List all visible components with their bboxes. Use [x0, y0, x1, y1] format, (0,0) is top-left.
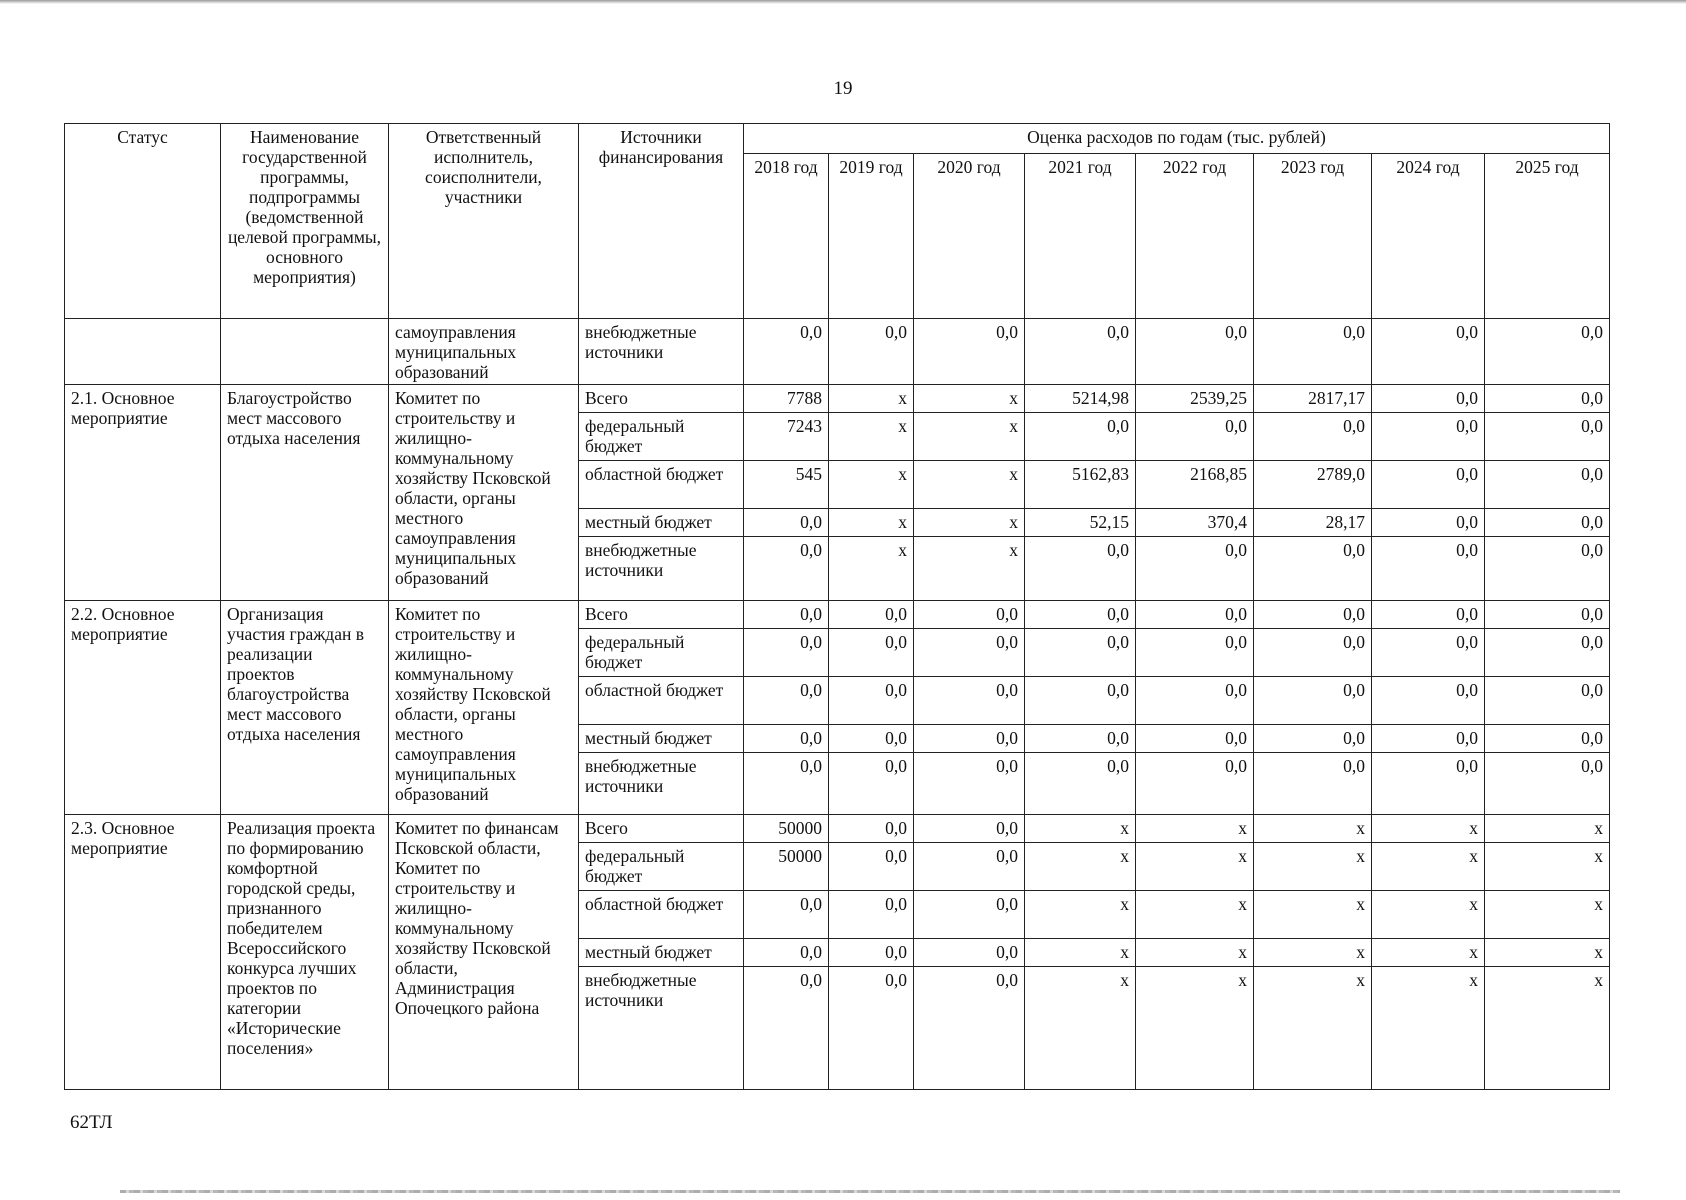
value-cell: x: [1025, 939, 1136, 967]
value-cell: x: [829, 537, 914, 601]
value-cell: 0,0: [1025, 629, 1136, 677]
source-cell: местный бюджет: [579, 509, 744, 537]
financing-table: [64, 123, 1610, 1090]
value-cell: x: [1254, 815, 1372, 843]
value-cell: 0,0: [914, 677, 1025, 725]
header-name: Наименование государственной программы, подпрограммы (ведомственной целевой программы, основного мероприятия): [221, 124, 389, 319]
value-cell: x: [1136, 939, 1254, 967]
value-cell: 545: [744, 461, 829, 509]
value-cell: x: [1025, 967, 1136, 1090]
value-cell: x: [1372, 891, 1485, 939]
source-cell: внебюджетные источники: [579, 537, 744, 601]
header-status: Статус: [65, 124, 221, 319]
value-cell: 0,0: [744, 891, 829, 939]
value-cell: 0,0: [744, 677, 829, 725]
value-cell: x: [829, 385, 914, 413]
executor-cell: Комитет по строительству и жилищно-коммунальному хозяйству Псковской области, органы местного самоуправления муниципальных образований: [389, 385, 579, 601]
value-cell: 0,0: [1136, 319, 1254, 385]
status-cell: 2.3. Основное мероприятие: [65, 815, 221, 1090]
value-cell: 0,0: [744, 319, 829, 385]
value-cell: 2168,85: [1136, 461, 1254, 509]
value-cell: 0,0: [829, 629, 914, 677]
value-cell: 0,0: [1372, 319, 1485, 385]
value-cell: 0,0: [1485, 753, 1610, 815]
value-cell: 0,0: [1372, 537, 1485, 601]
value-cell: 0,0: [1254, 319, 1372, 385]
value-cell: 0,0: [1372, 753, 1485, 815]
value-cell: x: [1136, 891, 1254, 939]
value-cell: x: [1372, 967, 1485, 1090]
value-cell: 0,0: [1136, 601, 1254, 629]
name-cell: Реализация проекта по формированию комфортной городской среды, признанного победителем Всероссийского конкурса лучших проектов по категории «Исторические поселения»: [221, 815, 389, 1090]
source-cell: областной бюджет: [579, 461, 744, 509]
value-cell: 0,0: [1254, 537, 1372, 601]
value-cell: 0,0: [1372, 461, 1485, 509]
value-cell: 2789,0: [1254, 461, 1372, 509]
value-cell: x: [1254, 891, 1372, 939]
value-cell: x: [1025, 891, 1136, 939]
value-cell: 0,0: [1485, 601, 1610, 629]
source-cell: федеральный бюджет: [579, 629, 744, 677]
value-cell: 0,0: [1254, 753, 1372, 815]
value-cell: 0,0: [1372, 385, 1485, 413]
header-year: 2020 год: [914, 154, 1025, 319]
value-cell: 370,4: [1136, 509, 1254, 537]
value-cell: 0,0: [1254, 629, 1372, 677]
table-row: [65, 815, 1610, 843]
value-cell: 0,0: [1372, 413, 1485, 461]
value-cell: 0,0: [1372, 601, 1485, 629]
source-cell: областной бюджет: [579, 891, 744, 939]
value-cell: 50000: [744, 843, 829, 891]
status-cell: 2.1. Основное мероприятие: [65, 385, 221, 601]
source-cell: внебюджетные источники: [579, 967, 744, 1090]
value-cell: x: [914, 461, 1025, 509]
value-cell: x: [829, 413, 914, 461]
value-cell: x: [1485, 815, 1610, 843]
value-cell: 0,0: [1485, 509, 1610, 537]
value-cell: 0,0: [1025, 677, 1136, 725]
value-cell: 0,0: [1485, 629, 1610, 677]
source-cell: федеральный бюджет: [579, 413, 744, 461]
value-cell: 0,0: [829, 753, 914, 815]
footer-code: 62ТЛ: [70, 1112, 113, 1133]
value-cell: 0,0: [829, 939, 914, 967]
source-cell: областной бюджет: [579, 677, 744, 725]
value-cell: 0,0: [1485, 461, 1610, 509]
value-cell: 0,0: [914, 891, 1025, 939]
value-cell: 50000: [744, 815, 829, 843]
status-cell: [65, 319, 221, 385]
value-cell: 0,0: [1025, 753, 1136, 815]
header-year: 2021 год: [1025, 154, 1136, 319]
value-cell: 2539,25: [1136, 385, 1254, 413]
value-cell: x: [829, 461, 914, 509]
value-cell: 0,0: [1485, 677, 1610, 725]
value-cell: x: [1136, 815, 1254, 843]
value-cell: 5162,83: [1025, 461, 1136, 509]
value-cell: 0,0: [1372, 509, 1485, 537]
status-cell: 2.2. Основное мероприятие: [65, 601, 221, 815]
value-cell: 0,0: [744, 725, 829, 753]
header-costs: Оценка расходов по годам (тыс. рублей): [744, 124, 1610, 154]
value-cell: x: [1025, 843, 1136, 891]
value-cell: 0,0: [1254, 601, 1372, 629]
value-cell: 0,0: [1136, 677, 1254, 725]
executor-cell: Комитет по финансам Псковской области, Комитет по строительству и жилищно-коммунальному хозяйству Псковской области, Администрация Опочецкого района: [389, 815, 579, 1090]
value-cell: 0,0: [1485, 319, 1610, 385]
value-cell: 0,0: [914, 629, 1025, 677]
value-cell: 0,0: [744, 753, 829, 815]
executor-cell: Комитет по строительству и жилищно-коммунальному хозяйству Псковской области, органы местного самоуправления муниципальных образований: [389, 601, 579, 815]
value-cell: 0,0: [1025, 601, 1136, 629]
value-cell: 0,0: [1136, 537, 1254, 601]
value-cell: x: [1372, 815, 1485, 843]
value-cell: 0,0: [744, 629, 829, 677]
value-cell: 0,0: [914, 843, 1025, 891]
header-sources: Источники финансирования: [579, 124, 744, 319]
value-cell: 0,0: [829, 891, 914, 939]
value-cell: x: [1485, 843, 1610, 891]
value-cell: x: [914, 413, 1025, 461]
source-cell: Всего: [579, 385, 744, 413]
value-cell: x: [1254, 967, 1372, 1090]
value-cell: 7243: [744, 413, 829, 461]
value-cell: 0,0: [914, 753, 1025, 815]
value-cell: 0,0: [1136, 753, 1254, 815]
value-cell: 0,0: [1136, 725, 1254, 753]
value-cell: 0,0: [1372, 725, 1485, 753]
value-cell: 0,0: [1136, 629, 1254, 677]
value-cell: x: [1254, 939, 1372, 967]
source-cell: Всего: [579, 601, 744, 629]
header-year: 2022 год: [1136, 154, 1254, 319]
executor-cell: самоуправления муниципальных образований: [389, 319, 579, 385]
source-cell: внебюджетные источники: [579, 753, 744, 815]
value-cell: 52,15: [1025, 509, 1136, 537]
value-cell: 0,0: [744, 509, 829, 537]
header-year: 2019 год: [829, 154, 914, 319]
value-cell: 0,0: [914, 967, 1025, 1090]
name-cell: Благоустройство мест массового отдыха населения: [221, 385, 389, 601]
header-year: 2018 год: [744, 154, 829, 319]
value-cell: 0,0: [829, 677, 914, 725]
value-cell: 0,0: [1025, 725, 1136, 753]
value-cell: x: [914, 537, 1025, 601]
source-cell: Всего: [579, 815, 744, 843]
name-cell: [221, 319, 389, 385]
table-row: [65, 319, 1610, 385]
value-cell: 0,0: [744, 967, 829, 1090]
value-cell: x: [1025, 815, 1136, 843]
table-row: [65, 385, 1610, 413]
value-cell: 0,0: [1025, 413, 1136, 461]
value-cell: 0,0: [829, 725, 914, 753]
value-cell: 0,0: [1485, 537, 1610, 601]
value-cell: 0,0: [914, 939, 1025, 967]
value-cell: 0,0: [914, 601, 1025, 629]
value-cell: 0,0: [1254, 677, 1372, 725]
value-cell: x: [914, 509, 1025, 537]
value-cell: 0,0: [829, 319, 914, 385]
value-cell: x: [1136, 843, 1254, 891]
value-cell: 28,17: [1254, 509, 1372, 537]
source-cell: местный бюджет: [579, 939, 744, 967]
name-cell: Организация участия граждан в реализации проектов благоустройства мест массового отдыха населения: [221, 601, 389, 815]
value-cell: x: [1372, 939, 1485, 967]
value-cell: 0,0: [829, 815, 914, 843]
value-cell: x: [914, 385, 1025, 413]
value-cell: x: [829, 509, 914, 537]
value-cell: 0,0: [1372, 629, 1485, 677]
value-cell: 0,0: [1025, 319, 1136, 385]
value-cell: 0,0: [1254, 413, 1372, 461]
value-cell: 0,0: [1136, 413, 1254, 461]
value-cell: x: [1485, 967, 1610, 1090]
value-cell: 0,0: [744, 939, 829, 967]
value-cell: 0,0: [1485, 413, 1610, 461]
value-cell: 0,0: [1254, 725, 1372, 753]
value-cell: 0,0: [914, 725, 1025, 753]
scan-edge-top: [0, 0, 1686, 4]
value-cell: x: [1136, 967, 1254, 1090]
header-year: 2023 год: [1254, 154, 1372, 319]
table-row: [65, 601, 1610, 629]
value-cell: 0,0: [1485, 725, 1610, 753]
header-year: 2024 год: [1372, 154, 1485, 319]
scan-edge-bottom: [120, 1190, 1620, 1193]
page-number: 19: [833, 78, 853, 99]
value-cell: 0,0: [914, 319, 1025, 385]
header-year: 2025 год: [1485, 154, 1610, 319]
value-cell: x: [1485, 939, 1610, 967]
value-cell: 0,0: [829, 967, 914, 1090]
value-cell: 7788: [744, 385, 829, 413]
value-cell: 2817,17: [1254, 385, 1372, 413]
measures-body: [65, 385, 1610, 1090]
value-cell: 0,0: [744, 537, 829, 601]
value-cell: x: [1254, 843, 1372, 891]
value-cell: 0,0: [829, 843, 914, 891]
value-cell: 0,0: [1372, 677, 1485, 725]
source-cell: федеральный бюджет: [579, 843, 744, 891]
value-cell: 0,0: [1025, 537, 1136, 601]
value-cell: 0,0: [914, 815, 1025, 843]
value-cell: 0,0: [744, 601, 829, 629]
value-cell: 0,0: [829, 601, 914, 629]
value-cell: 0,0: [1485, 385, 1610, 413]
value-cell: x: [1372, 843, 1485, 891]
source-cell: местный бюджет: [579, 725, 744, 753]
header-executor: Ответственный исполнитель, соисполнители, участники: [389, 124, 579, 319]
source-cell: внебюджетные источники: [579, 319, 744, 385]
value-cell: x: [1485, 891, 1610, 939]
header-row-1: [65, 124, 1610, 154]
value-cell: 5214,98: [1025, 385, 1136, 413]
